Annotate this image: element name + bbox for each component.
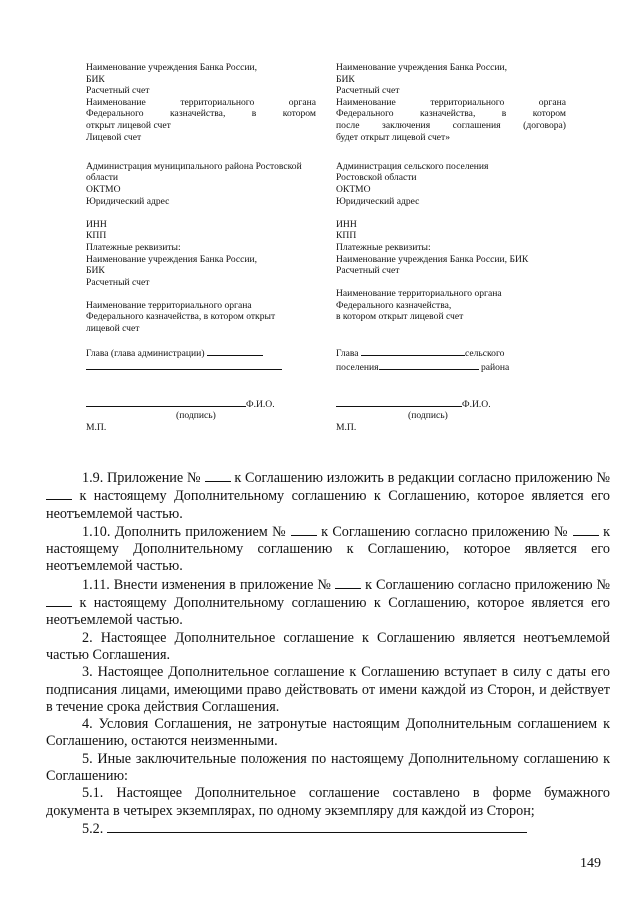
agreement-body bbox=[46, 469, 610, 838]
blank-line bbox=[361, 346, 465, 356]
clause-text: 1.9. Приложение № bbox=[82, 470, 201, 486]
right-bank-bik: Наименование учреждения Банка России, БИК bbox=[336, 253, 529, 265]
clause-text: 5.2. bbox=[82, 820, 104, 837]
right-payment-requisites: Платежные реквизиты: bbox=[336, 241, 431, 253]
spacer bbox=[86, 207, 336, 219]
left-head bbox=[86, 346, 336, 373]
right-treasury-4: будет открыт лицевой счет» bbox=[336, 131, 451, 143]
blank-line bbox=[573, 523, 599, 536]
right-fio-line bbox=[336, 397, 566, 411]
right-oktmo: ОКТМО bbox=[336, 183, 371, 195]
spacer bbox=[86, 288, 336, 300]
right-treasury2-3: в котором открыт лицевой счет bbox=[336, 311, 464, 323]
right-bank bbox=[336, 62, 566, 143]
clause-5-1: 5.1. Настоящее Дополнительное соглашение составлено в форме бумажного документа в четырех экземплярах, по одному экземпляру для каждой из Сторон; bbox=[46, 785, 610, 819]
clause-text: к настоящему Дополнительному соглашению к Соглашению, которое является его неотъемлемой частью. bbox=[46, 488, 610, 522]
clause-text: 1.10. Дополнить приложением № bbox=[82, 523, 287, 540]
clause-text: к Соглашению согласно приложению № bbox=[321, 523, 569, 540]
clause-3: 3. Настоящее Дополнительное соглашение к Соглашению вступает в силу с даты его подписания лицами, имеющими право действовать от имени каждой из Сторон, и действует в течение срока действия Соглашения. bbox=[46, 664, 610, 715]
right-fio: Ф.И.О. bbox=[462, 398, 491, 410]
bank-row bbox=[86, 62, 566, 143]
right-treasury2-2: Федерального казначейства, bbox=[336, 299, 452, 311]
spacer bbox=[336, 277, 566, 289]
clause-text: к Соглашению изложить в редакции согласно приложению № bbox=[234, 470, 611, 486]
left-treasury2-2: Федерального казначейства, в котором открыт bbox=[86, 311, 276, 323]
spacer bbox=[86, 335, 566, 347]
left-bank-name: Наименование учреждения Банка России, bbox=[86, 62, 258, 73]
clause-2: 2. Настоящее Дополнительное соглашение к Соглашению является неотъемлемой частью Соглашения. bbox=[46, 629, 610, 663]
left-fio-line bbox=[86, 397, 336, 411]
admin-row bbox=[86, 161, 566, 335]
right-admin bbox=[336, 161, 566, 335]
right-head-line-2 bbox=[336, 360, 566, 374]
blank-line bbox=[205, 469, 231, 482]
right-account: Расчетный счет bbox=[336, 85, 400, 97]
spacer bbox=[86, 373, 566, 385]
blank-line bbox=[86, 360, 282, 370]
left-admin bbox=[86, 161, 336, 335]
left-bank-name-2: Наименование учреждения Банка России, bbox=[86, 253, 258, 265]
right-head-settlement: сельского bbox=[464, 348, 505, 360]
head-row bbox=[86, 346, 566, 373]
left-sign-caption: (подпись) bbox=[176, 410, 216, 422]
right-head-district: района bbox=[480, 361, 510, 373]
signature-line bbox=[336, 397, 462, 407]
left-admin-name: Администрация муниципального района Ростовской bbox=[86, 160, 302, 172]
blank-line bbox=[379, 360, 479, 370]
left-admin-region: области bbox=[86, 172, 119, 184]
left-head-label: Глава (глава администрации) bbox=[86, 348, 205, 360]
left-treasury2-3: лицевой счет bbox=[86, 323, 140, 335]
right-account-2: Расчетный счет bbox=[336, 265, 400, 277]
left-signature bbox=[86, 397, 336, 434]
clause-text: к Соглашению согласно приложению № bbox=[365, 576, 611, 593]
signature-line bbox=[86, 397, 246, 407]
spacer bbox=[336, 207, 566, 219]
left-head-line-2 bbox=[86, 360, 336, 374]
blank-line bbox=[335, 576, 361, 589]
left-inn: ИНН bbox=[86, 218, 107, 230]
left-treasury-1: Наименование территориального органа bbox=[86, 96, 316, 108]
blank-line bbox=[46, 594, 72, 607]
left-treasury2-1: Наименование территориального органа bbox=[86, 299, 252, 311]
clause-text: к настоящему Дополнительному соглашению к Соглашению, которое является его неотъемлемой частью. bbox=[46, 595, 610, 629]
spacer bbox=[86, 385, 566, 397]
left-account-2: Расчетный счет bbox=[86, 276, 150, 288]
spacer bbox=[86, 143, 566, 155]
right-head-label: Глава bbox=[336, 348, 359, 360]
clause-1-9 bbox=[46, 469, 610, 523]
left-personal-account: Лицевой счет bbox=[86, 131, 142, 143]
requisites-table bbox=[86, 62, 566, 433]
right-head bbox=[336, 346, 566, 373]
left-head-line bbox=[86, 346, 336, 360]
blank-line bbox=[207, 346, 263, 356]
right-bank-name: Наименование учреждения Банка России, bbox=[336, 62, 508, 73]
left-bik: БИК bbox=[86, 73, 105, 85]
clause-text: 1.11. Внести изменения в приложение № bbox=[82, 576, 332, 593]
left-account: Расчетный счет bbox=[86, 85, 150, 97]
left-treasury-2: Федерального казначейства, в котором bbox=[86, 108, 316, 120]
clause-1-11 bbox=[46, 576, 610, 630]
left-fio: Ф.И.О. bbox=[246, 398, 275, 410]
right-inn: ИНН bbox=[336, 218, 357, 230]
right-kpp: КПП bbox=[336, 230, 357, 242]
left-bank bbox=[86, 62, 336, 143]
clause-1-10 bbox=[46, 523, 610, 576]
left-legal-address: Юридический адрес bbox=[86, 195, 170, 207]
left-treasury-3: открыт лицевой счет bbox=[86, 119, 171, 131]
left-mp: М.П. bbox=[86, 421, 107, 433]
right-treasury-3: после заключения соглашения (договора) bbox=[336, 119, 566, 131]
right-admin-region: Ростовской области bbox=[336, 172, 417, 184]
clause-5-2 bbox=[46, 820, 610, 838]
right-legal-address: Юридический адрес bbox=[336, 195, 420, 207]
left-bik-2: БИК bbox=[86, 265, 105, 277]
right-bik: БИК bbox=[336, 73, 355, 85]
right-admin-name: Администрация сельского поселения bbox=[336, 160, 489, 172]
right-treasury2-1: Наименование территориального органа bbox=[336, 288, 502, 300]
blank-line bbox=[291, 523, 317, 536]
right-head-settlement-2: поселения bbox=[336, 361, 379, 373]
left-kpp: КПП bbox=[86, 230, 107, 242]
clause-4: 4. Условия Соглашения, не затронутые настоящим Дополнительным соглашением к Соглашению, остаются неизменными. bbox=[46, 716, 610, 750]
right-head-line bbox=[336, 346, 566, 360]
right-signature bbox=[336, 397, 566, 434]
clause-5: 5. Иные заключительные положения по настоящему Дополнительному соглашению к Соглашению: bbox=[46, 750, 610, 785]
right-treasury-2: Федерального казначейства, в котором bbox=[336, 108, 566, 120]
blank-line bbox=[107, 820, 527, 833]
left-payment-requisites: Платежные реквизиты: bbox=[86, 241, 181, 253]
right-mp: М.П. bbox=[336, 421, 357, 433]
page-number: 149 bbox=[580, 856, 601, 871]
blank-line bbox=[46, 487, 72, 500]
signature-row bbox=[86, 397, 566, 434]
left-oktmo: ОКТМО bbox=[86, 183, 121, 195]
right-treasury-1: Наименование территориального органа bbox=[336, 96, 566, 108]
clause-text: к настоящему Дополнительному соглашению к Соглашению, которое является его неотъемлемой частью. bbox=[46, 523, 610, 575]
right-sign-caption: (подпись) bbox=[408, 410, 448, 422]
